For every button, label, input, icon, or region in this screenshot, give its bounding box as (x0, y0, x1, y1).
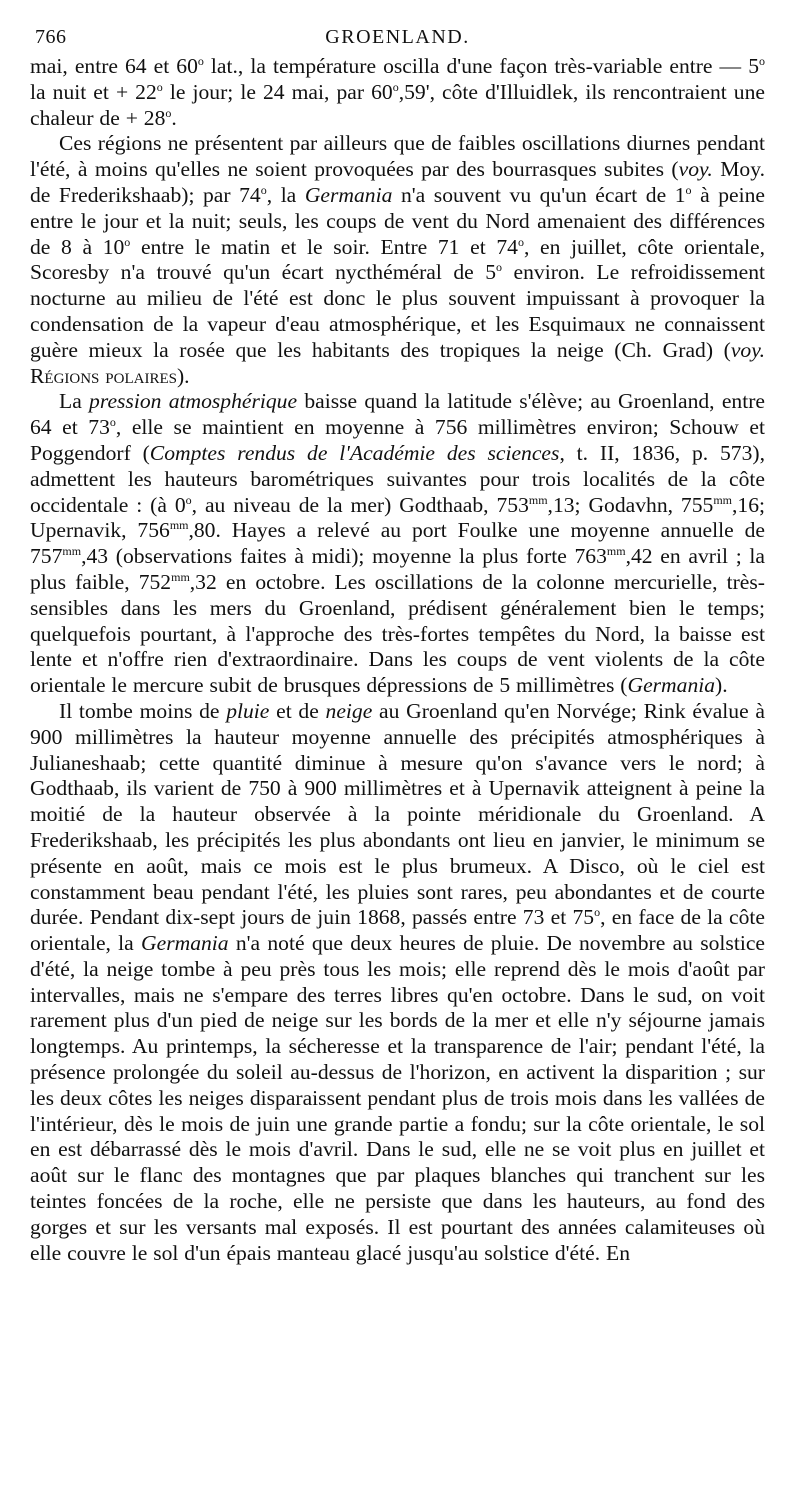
italic-text: Germania (627, 673, 716, 698)
superscript: mm (606, 543, 626, 558)
text-run: ,43 (observations faites à midi); moyenne la plus forte 763 (81, 544, 607, 569)
small-caps-text: Régions polaires (30, 363, 177, 388)
text-run: à peine entre le jour et la nuit; seuls, les coups de vent du Nord amenaient des différences de 8 à 10 (30, 182, 765, 259)
italic-text: Germania (304, 182, 393, 207)
text-run: , elle se maintient en moyenne à 756 millimètres environ; Schouw et Poggendorf ( (30, 415, 765, 465)
text-run: , en juillet, côte orientale, Scoresby n'a trouvé qu'un écart nycthéméral de 5 (30, 234, 765, 285)
text-run: , au niveau de la mer) Godthaab, 753 (191, 492, 529, 517)
text-run: , t. II, 1836, p. 573), admettent les hauteurs barométriques suivantes pour trois localités de la côte occidentale : (à 0 (30, 440, 765, 517)
paragraph (30, 131, 765, 389)
italic-text: voy. (730, 337, 765, 362)
superscript: o (685, 182, 692, 197)
text-run: environ. Le refroidissement nocturne au milieu de l'été est donc le plus souvent impuissant à provoquer la condensation de la vapeur d'eau atmosphérique, et les Esquimaux ne connaissent guère mieux la rosée que les habitants des tropiques la neige (Ch. Grad) ( (30, 260, 765, 362)
superscript: o (156, 79, 163, 94)
page-header (30, 26, 765, 54)
text-run: ,13; Godavhn, 755 (547, 492, 714, 517)
text-run: Il tombe moins de (59, 698, 227, 723)
text-run: baisse quand la latitude s'élève; au Groenland, entre 64 et 73 (30, 389, 765, 440)
superscript: o (759, 53, 765, 68)
book-page (30, 26, 765, 1266)
superscript: o (165, 105, 172, 120)
superscript: mm (528, 492, 548, 507)
text-run: au Groenland qu'en Norvége; Rink évalue à 900 millimètres la hauteur moyenne annuelle des précipités atmosphériques à Julianeshaab; cette quantité diminue à mesure qu'on s'avance vers le nord; à Godthaab, ils varient de 750 à 900 millimètres et à Upernavik atteignent à peine la moitié de la hauteur observée à la pointe méridionale du Groenland. A Frederikshaab, les précipités les plus abondants ont lieu en janvier, le minimum se présente en août, mais ce mois est le plus brumeux. A Disco, où le ciel est constamment beau pendant l'été, les pluies sont rares, peu abondantes et de courte durée. Pendant dix-sept jours de juin 1868, passés entre 73 et 75 (30, 698, 765, 930)
italic-text: neige (325, 698, 373, 723)
text-run: Moy. de Frederikshaab); par 74 (30, 157, 765, 207)
italic-text: Germania (141, 931, 229, 956)
superscript: o (260, 182, 267, 197)
superscript: o (197, 53, 204, 68)
page-number: 766 (35, 26, 67, 48)
text-run: ,32 en octobre. Les oscillations de la colonne mercurielle, très-sensibles dans les mers du Groenland, prédisent généralement bien le temps; quelquefois pourtant, à l'approche des très-fortes tempêtes du Nord, la baisse est lente et n'offre rien d'extraordinaire. Dans les coups de vent violents de la côte orientale le mercure subit de brusques dépressions de 5 millimètres ( (30, 569, 765, 698)
superscript: mm (169, 518, 189, 533)
superscript: mm (62, 543, 82, 558)
italic-text: voy. (678, 157, 713, 182)
text-run: la nuit et + 22 (30, 79, 157, 104)
paragraph (30, 389, 765, 699)
superscript: mm (171, 569, 190, 584)
paragraph (30, 699, 765, 1267)
superscript: o (392, 79, 399, 94)
text-run: ,80. Hayes a relevé au port Foulke une moyenne annuelle de 757 (30, 518, 765, 569)
superscript: mm (713, 492, 732, 507)
text-run: n'a souvent vu qu'un écart de 1 (392, 182, 686, 207)
body-text (30, 54, 765, 1266)
text-run: entre le matin et le soir. Entre 71 et 74 (130, 234, 518, 259)
text-run: et de (269, 698, 326, 723)
superscript: o (124, 234, 131, 249)
text-run: , la (266, 182, 305, 207)
superscript: o (594, 905, 601, 920)
text-run: La (59, 389, 90, 414)
italic-text: pression atmosphérique (89, 389, 298, 414)
text-run: lat., la température oscilla d'une façon très-variable entre — 5 (203, 54, 759, 78)
text-run: le jour; le 24 mai, par 60 (162, 79, 393, 104)
text-run: . (171, 105, 177, 130)
text-run: ,16; Upernavik, 756 (30, 492, 765, 543)
superscript: o (109, 414, 116, 429)
text-run: ). (176, 363, 190, 388)
italic-text: Comptes rendus de l'Académie des sciences (149, 440, 560, 465)
text-run: ). (715, 673, 728, 698)
text-run: ,59', côte d'Illuidlek, ils rencontraient une chaleur de + 28 (30, 79, 765, 130)
text-run: Ces régions ne présentent par ailleurs que de faibles oscillations diurnes pendant l'été, à moins qu'elles ne soient provoquées par des bourrasques subites ( (30, 131, 765, 182)
paragraph (30, 54, 765, 131)
text-run: mai, entre 64 et 60 (30, 54, 198, 78)
superscript: o (517, 234, 524, 249)
text-run: n'a noté que deux heures de pluie. De novembre au solstice d'été, la neige tombe à peu près tous les mois; elle reprend dès le mois d'août par intervalles, mais ne s'empare des terres libres qu'en octobre. Dans le sud, on voit rarement plus d'un pied de neige sur les bords de la mer et elle n'y séjourne jamais longtemps. Au printemps, la sécheresse et la transparence de l'air; pendant l'été, la présence prolongée du soleil au-dessus de l'horizon, en activent la disparition ; sur les deux côtes les neiges disparaissent pendant plus de trois mois dans les vallées de l'intérieur, dès le mois de juin une grande partie a fondu; sur la côte orientale, le sol en est débarrassé dès le mois d'avril. Dans le sud, elle ne se voit plus en juillet et août sur le flanc des montagnes que par plaques blanches qui tranchent sur les teintes foncées de la roche, elle ne persiste que dans les hauteurs, au fond des gorges et sur les versants mal exposés. Il est pourtant des années calamiteuses où elle couvre le sol d'un épais manteau glacé jusqu'au solstice d'été. En (30, 931, 765, 1265)
superscript: o (496, 260, 503, 275)
text-run: , en face de la côte orientale, la (30, 905, 765, 956)
running-title: GROENLAND. (325, 26, 470, 48)
text-run: ,42 en avril ; la plus faible, 752 (30, 544, 765, 594)
italic-text: pluie (226, 698, 270, 723)
superscript: o (185, 492, 192, 507)
